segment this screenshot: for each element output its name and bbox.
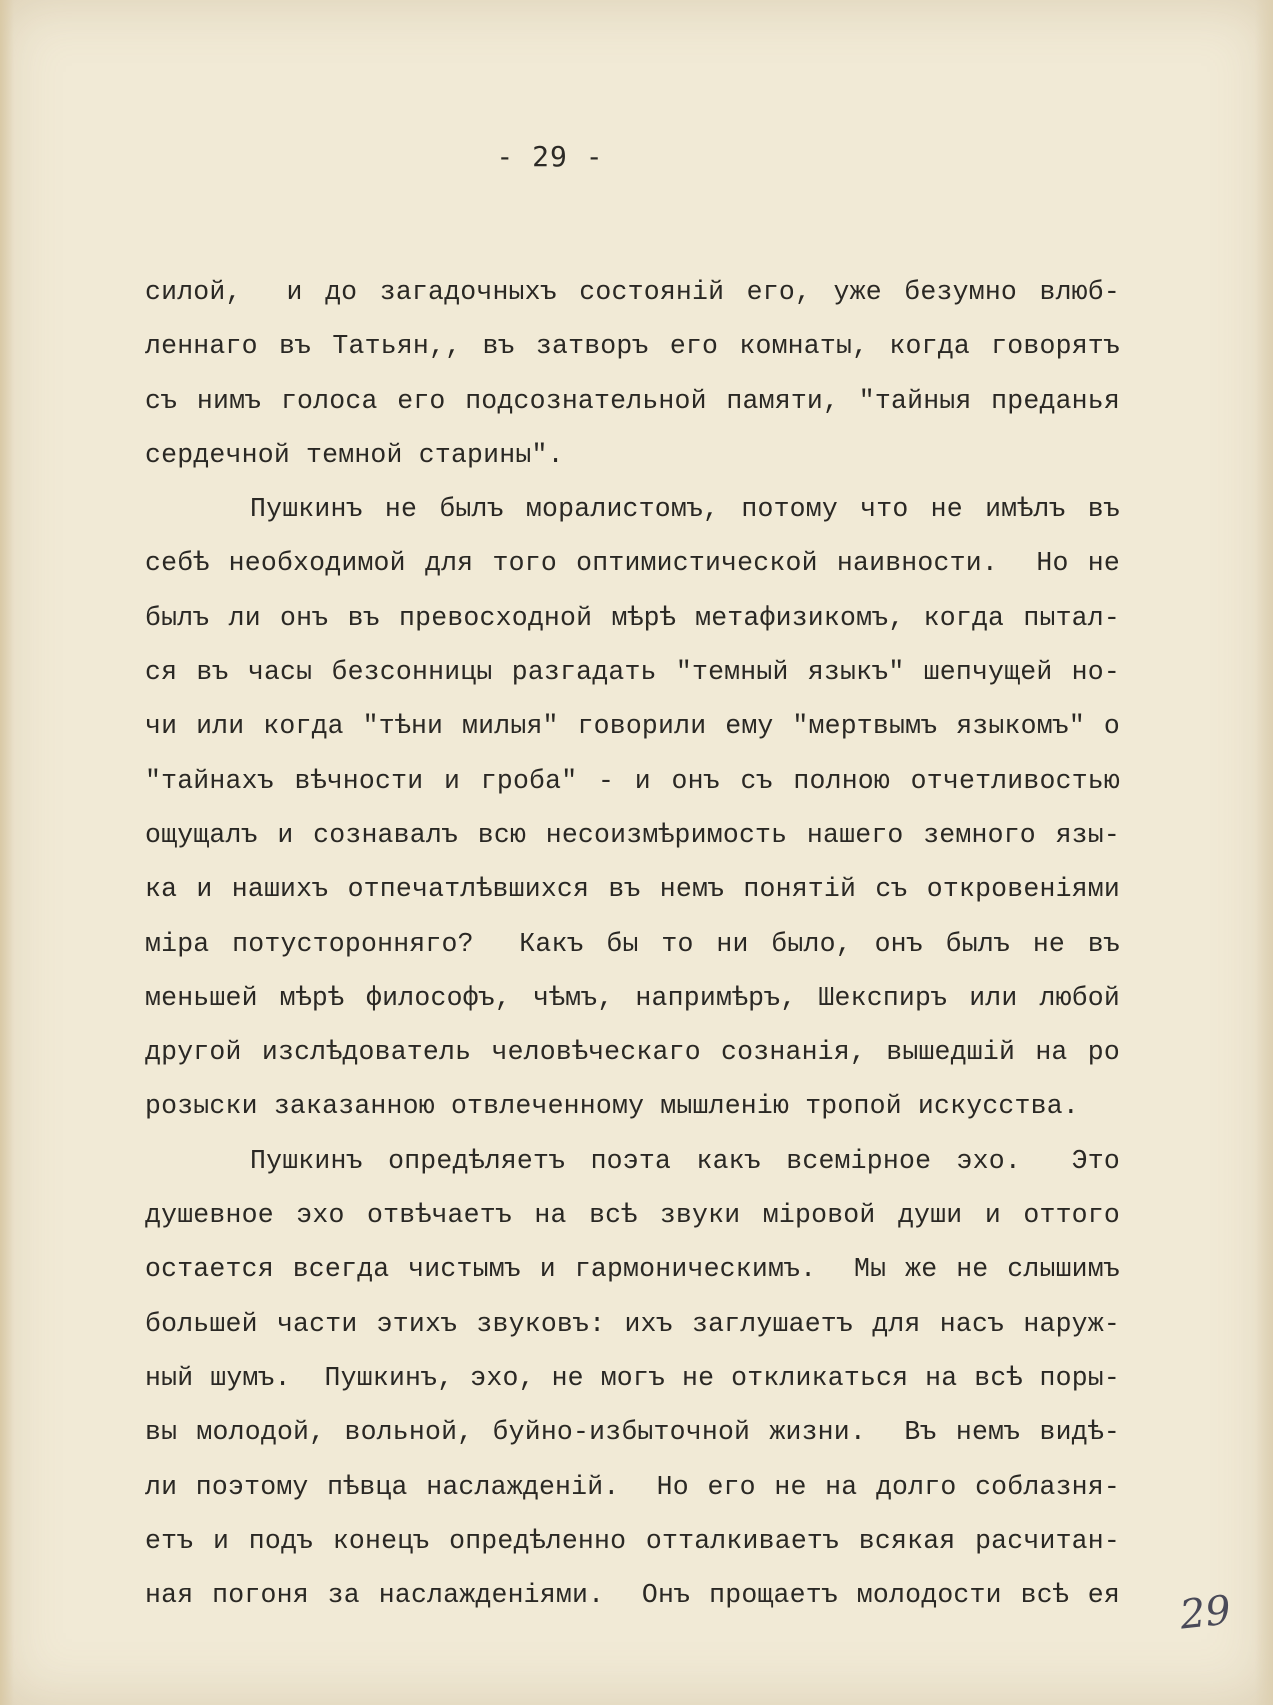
text-line: розыски заказанною отвлеченному мышленію тропой искусства. (145, 1091, 1079, 1122)
paper-edge-right (1255, 0, 1273, 1705)
text-line: меньшей мѣрѣ философъ, чѣмъ, напримѣръ, Шекспиръ или любой (145, 982, 1120, 1013)
text-line: "тайнахъ вѣчности и гроба" - и онъ съ полною отчетливостью (145, 765, 1120, 796)
typed-page-number: - 29 - (496, 140, 604, 173)
text-line: етъ и подъ конецъ опредѣленно отталкиваетъ всякая расчитан- (145, 1525, 1120, 1556)
text-line: силой, и до загадочныхъ состояній его, уже безумно влюб- (145, 277, 1120, 307)
text-line: Пушкинъ опредѣляетъ поэта какъ всемірное эхо. Это (250, 1145, 1120, 1176)
text-line: Пушкинъ не былъ моралистомъ, потому что не имѣлъ въ (250, 494, 1120, 525)
text-line: чи или когда "тѣни милыя" говорили ему "мертвымъ языкомъ" о (145, 711, 1120, 742)
text-line: леннаго въ Татьян,, въ затворъ его комнаты, когда говорятъ (145, 331, 1120, 362)
text-line: ся въ часы безсонницы разгадать "темный языкъ" шепчущей но- (145, 657, 1120, 688)
paper-edge-left (0, 0, 14, 1705)
text-line: былъ ли онъ въ превосходной мѣрѣ метафизикомъ, когда пытал- (145, 602, 1120, 633)
text-line: остается всегда чистымъ и гармоническимъ. Мы же не слышимъ (145, 1254, 1120, 1285)
text-line: ный шумъ. Пушкинъ, эхо, не могъ не откликаться на всѣ поры- (145, 1362, 1120, 1393)
text-line: сердечной темной старины". (145, 439, 564, 470)
typed-body-text (145, 265, 1120, 1622)
handwritten-page-number: 29 (1177, 1587, 1234, 1639)
text-line: вы молодой, вольной, буйно-избыточной жизни. Въ немъ видѣ- (145, 1417, 1120, 1448)
text-line: себѣ необходимой для того оптимистической наивности. Но не (145, 548, 1120, 579)
text-line: съ нимъ голоса его подсознательной памяти, "тайныя преданья (145, 385, 1120, 416)
text-line: другой изслѣдователь человѣческаго сознанія, вышедшій на ро (145, 1037, 1120, 1068)
text-line: ная погоня за наслажденіями. Онъ прощаетъ молодости всѣ ея (145, 1580, 1120, 1611)
text-line: ощущалъ и сознавалъ всю несоизмѣримость нашего земного язы- (145, 819, 1120, 850)
text-line: душевное эхо отвѣчаетъ на всѣ звуки міровой души и оттого (145, 1200, 1120, 1231)
text-line: ли поэтому пѣвца наслажденій. Но его не на долго соблазня- (145, 1471, 1120, 1502)
text-line: міра потусторонняго? Какъ бы то ни было, онъ былъ не въ (145, 928, 1120, 959)
text-line: большей части этихъ звуковъ: ихъ заглушаетъ для насъ наруж- (145, 1308, 1120, 1339)
text-line: ка и нашихъ отпечатлѣвшихся въ немъ понятій съ откровеніями (145, 874, 1120, 905)
